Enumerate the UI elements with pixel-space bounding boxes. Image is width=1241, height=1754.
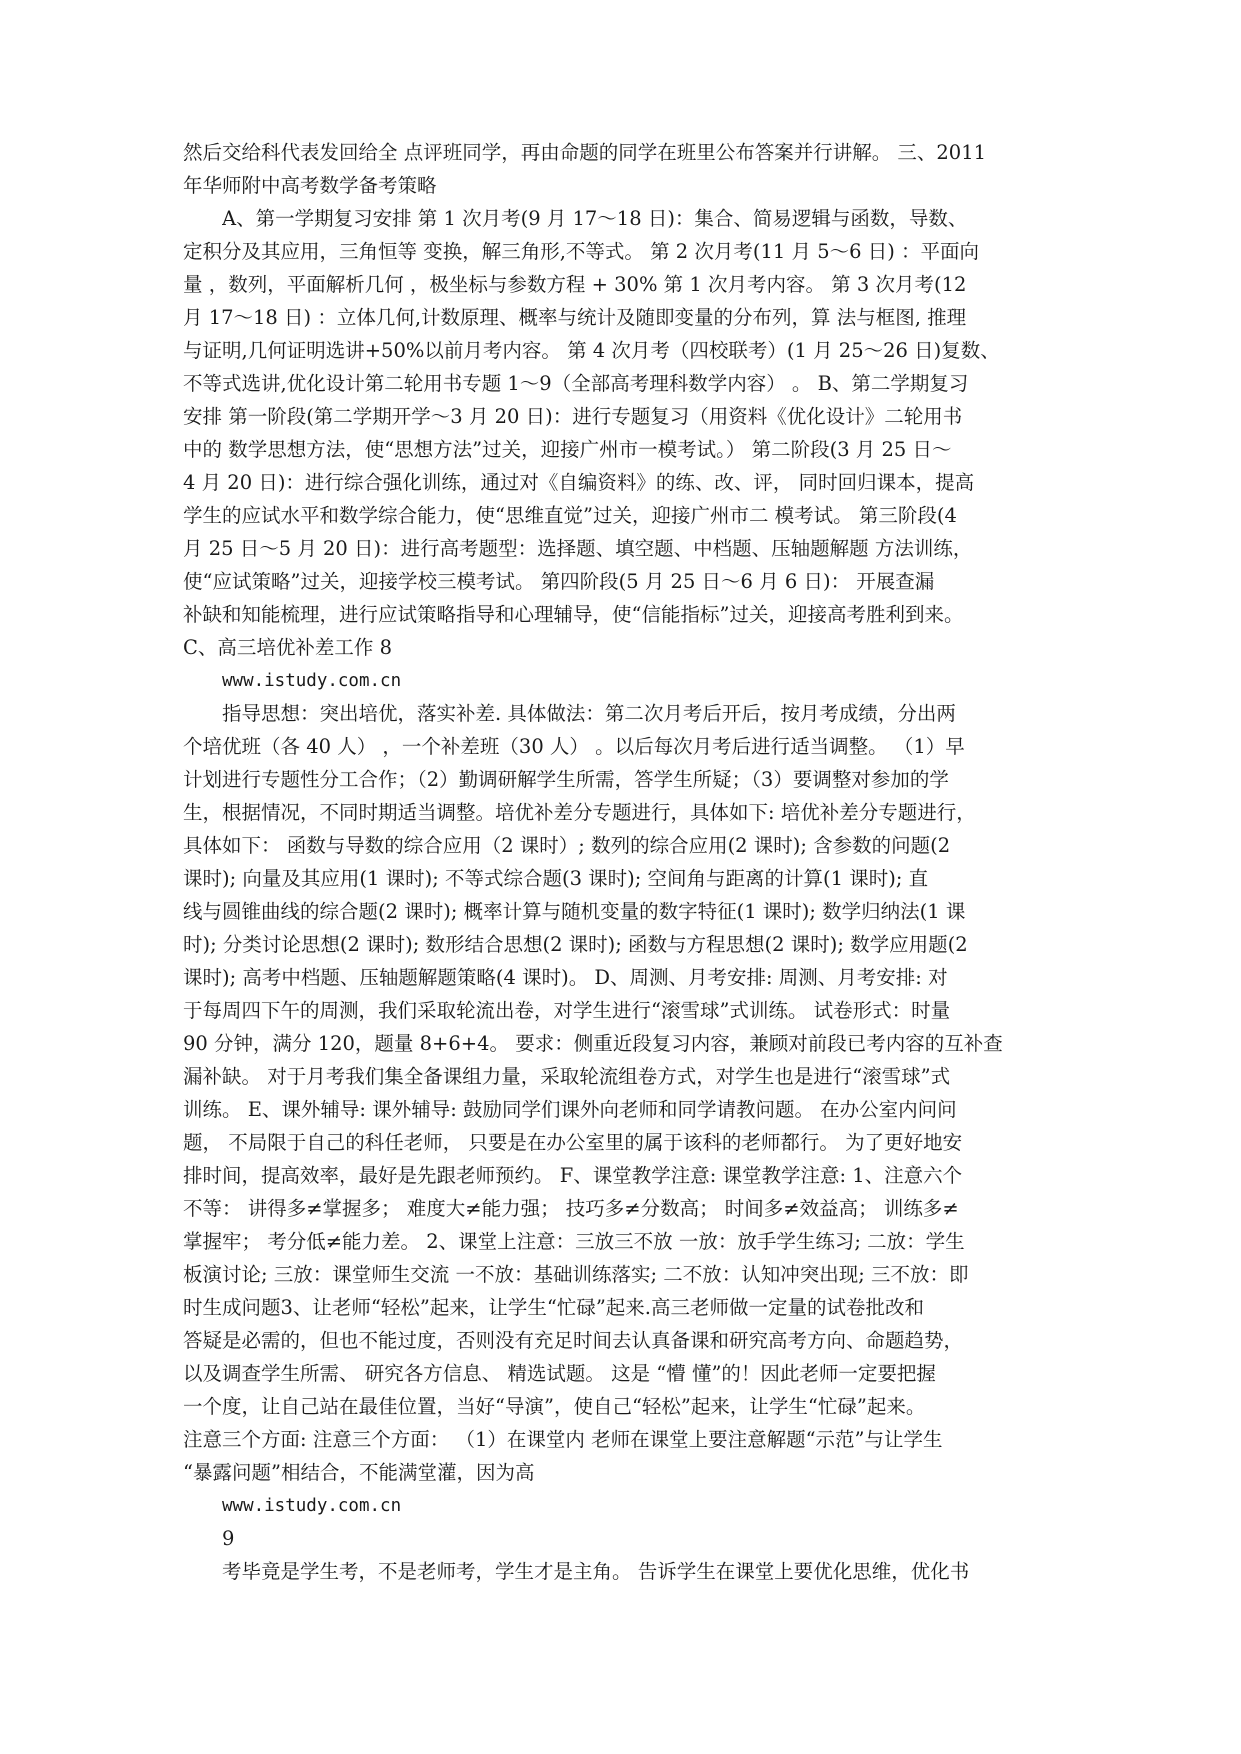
text-line: 训练。 E、课外辅导: 课外辅导: 鼓励同学们课外向老师和同学请教问题。 在办公室内问问	[183, 1098, 957, 1121]
text-line: A、第一学期复习安排 第 1 次月考(9 月 17～18 日)：集合、简易逻辑与函数，导数、	[222, 207, 968, 230]
text-line: 具体如下： 函数与导数的综合应用（2 课时）; 数列的综合应用(2 课时); 含参数的问题(2	[183, 834, 951, 857]
page-number: 9	[222, 1527, 235, 1550]
text-line: 考毕竟是学生考，不是老师考，学生才是主角。 告诉学生在课堂上要优化思维，优化书	[222, 1560, 970, 1583]
text-line: “暴露问题”相结合，不能满堂灌，因为高	[183, 1461, 535, 1484]
text-line: 4 月 20 日)：进行综合强化训练，通过对《自编资料》的练、改、评， 同时回归课本，提高	[183, 471, 975, 494]
text-line: 于每周四下午的周测，我们采取轮流出卷，对学生进行“滚雪球”式训练。 试卷形式：时量	[183, 999, 951, 1022]
text-line: 题， 不局限于自己的科任老师， 只要是在办公室里的属于该科的老师都行。 为了更好地安	[183, 1131, 963, 1154]
text-line: 答疑是必需的，但也不能过度，否则没有充足时间去认真备课和研究高考方向、命题趋势，	[183, 1329, 964, 1352]
text-line: 不等式选讲,优化设计第二轮用书专题 1～9（全部高考理科数学内容） 。 B、第二学期复习	[183, 372, 969, 395]
text-line: 指导思想：突出培优，落实补差. 具体做法：第二次月考后开后，按月考成绩，分出两	[222, 702, 956, 725]
text-line: 注意三个方面: 注意三个方面： （1）在课堂内 老师在课堂上要注意解题“示范”与让学生	[183, 1428, 943, 1451]
text-line: 板演讨论; 三放：课堂师生交流 一不放：基础训练落实; 二不放：认知冲突出现; 三不放：即	[183, 1263, 969, 1286]
text-line: 排时间，提高效率，最好是先跟老师预约。 F、课堂教学注意: 课堂教学注意: 1、注意六个	[183, 1164, 963, 1187]
text-line: 时生成问题3、让老师“轻松”起来，让学生“忙碌”起来.高三老师做一定量的试卷批改和	[183, 1296, 924, 1319]
text-line: 线与圆锥曲线的综合题(2 课时); 概率计算与随机变量的数字特征(1 课时); 数学归纳法(1 课	[183, 900, 966, 923]
text-line: 不等： 讲得多≠掌握多； 难度大≠能力强； 技巧多≠分数高； 时间多≠效益高； 训练多≠	[183, 1197, 959, 1220]
text-line: 补缺和知能梳理，进行应试策略指导和心理辅导，使“信能指标”过关，迎接高考胜利到来。	[183, 603, 964, 626]
text-line: 课时); 向量及其应用(1 课时); 不等式综合题(3 课时); 空间角与距离的计算(1 课时); 直	[183, 867, 929, 890]
text-line: 然后交给科代表发回给全 点评班同学，再由命题的同学在班里公布答案并行讲解。 三、2011	[183, 141, 987, 164]
text-line: C、高三培优补差工作 8	[183, 636, 393, 659]
website-footer: www.istudy.com.cn	[222, 671, 402, 691]
text-line: 计划进行专题性分工合作；（2）勤调研解学生所需，答学生所疑；（3）要调整对参加的学	[183, 768, 949, 791]
text-line: 年华师附中高考数学备考策略	[183, 174, 437, 197]
text-line: 与证明,几何证明选讲+50%以前月考内容。 第 4 次月考（四校联考）(1 月 25～26 日)复数、	[183, 339, 1000, 362]
text-line: 量 ，数列，平面解析几何 ，极坐标与参数方程 + 30% 第 1 次月考内容。 第 3 次月考(12	[183, 273, 967, 296]
text-line: 时); 分类讨论思想(2 课时); 数形结合思想(2 课时); 函数与方程思想(2 课时); 数学应用题(2	[183, 933, 968, 956]
text-line: 一个度，让自己站在最佳位置，当好“导演”，使自己“轻松”起来，让学生“忙碌”起来。	[183, 1395, 926, 1418]
text-line: 生，根据情况，不同时期适当调整。培优补差分专题进行，具体如下: 培优补差分专题进行，	[183, 801, 976, 824]
text-line: 个培优班（各 40 人） ，一个补差班（30 人） 。以后每次月考后进行适当调整。 （1）早	[183, 735, 965, 758]
text-line: 定积分及其应用，三角恒等 变换，解三角形,不等式。 第 2 次月考(11 月 5～6 日) ：平面向	[183, 240, 980, 263]
text-line: 中的 数学思想方法，使“思想方法”过关，迎接广州市一模考试。） 第二阶段(3 月 25 日～	[183, 438, 952, 461]
website-footer: www.istudy.com.cn	[222, 1496, 402, 1516]
text-line: 漏补缺。 对于月考我们集全备课组力量，采取轮流组卷方式，对学生也是进行“滚雪球”式	[183, 1065, 951, 1088]
text-line: 安排 第一阶段(第二学期开学～3 月 20 日)：进行专题复习（用资料《优化设计》二轮用书	[183, 405, 963, 428]
text-line: 使“应试策略”过关，迎接学校三模考试。 第四阶段(5 月 25 日～6 月 6 日)： 开展查漏	[183, 570, 935, 593]
text-line: 月 25 日～5 月 20 日)：进行高考题型：选择题、填空题、中档题、压轴题解题 方法训练，	[183, 537, 973, 560]
text-line: 月 17～18 日) ：立体几何,计数原理、概率与统计及随即变量的分布列，算 法与框图, 推理	[183, 306, 967, 329]
text-line: 课时); 高考中档题、压轴题解题策略(4 课时)。 D、周测、月考安排: 周测、月考安排: 对	[183, 966, 948, 989]
text-line: 90 分钟，满分 120，题量 8+6+4。 要求：侧重近段复习内容，兼顾对前段已考内容的互补查	[183, 1032, 1003, 1055]
text-line: 以及调查学生所需、 研究各方信息、 精选试题。 这是 “懵 懂”的！因此老师一定要把握	[183, 1362, 936, 1385]
text-line: 学生的应试水平和数学综合能力，使“思维直觉”过关，迎接广州市二 模考试。 第三阶段(4	[183, 504, 957, 527]
text-line: 掌握牢； 考分低≠能力差。 2、课堂上注意：三放三不放 一放：放手学生练习; 二放：学生	[183, 1230, 965, 1253]
